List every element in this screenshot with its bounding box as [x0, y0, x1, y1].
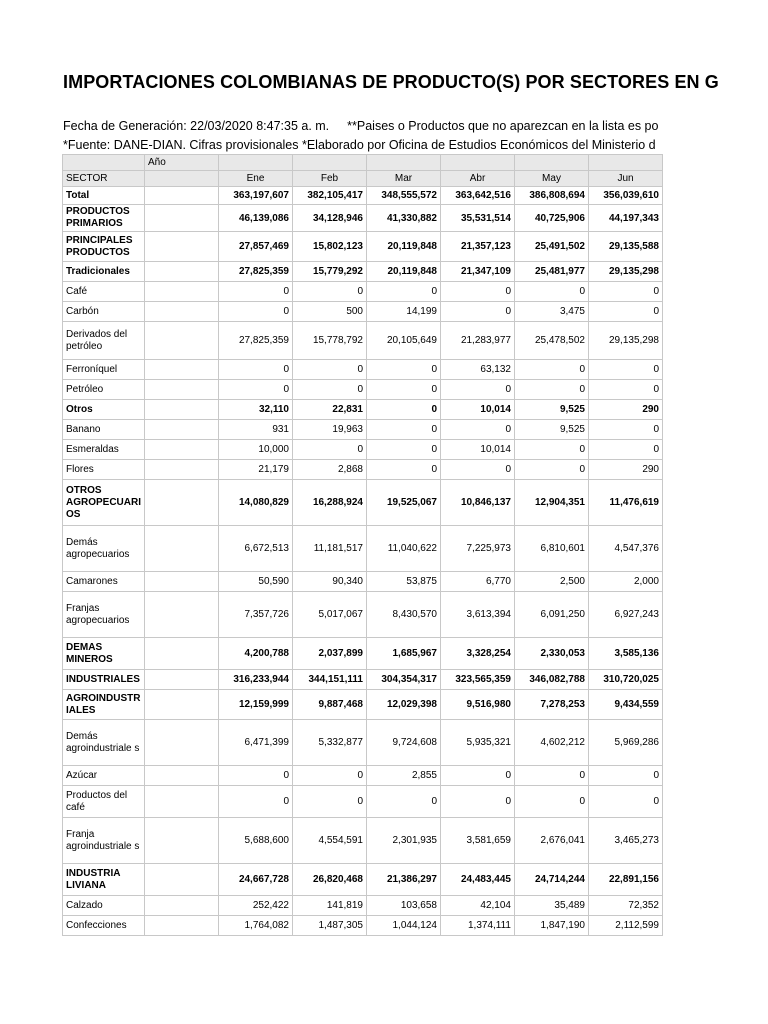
- sector-name: Franja agroindustriale s: [63, 818, 145, 864]
- value-cell: 41,330,882: [367, 205, 441, 232]
- value-cell: 0: [589, 302, 663, 322]
- value-cell: 29,135,298: [589, 262, 663, 282]
- value-cell: 63,132: [441, 360, 515, 380]
- empty-cell: [145, 360, 219, 380]
- table-row: [63, 592, 663, 638]
- value-cell: 1,487,305: [293, 916, 367, 936]
- value-cell: 21,179: [219, 460, 293, 480]
- year-label: Año: [145, 155, 219, 171]
- value-cell: 14,199: [367, 302, 441, 322]
- value-cell: 0: [367, 360, 441, 380]
- value-cell: 10,014: [441, 400, 515, 420]
- table-row: [63, 896, 663, 916]
- empty-cell: [145, 818, 219, 864]
- month-header: Abr: [441, 171, 515, 187]
- value-cell: 0: [515, 440, 589, 460]
- month-header: Ene: [219, 171, 293, 187]
- empty-cell: [145, 232, 219, 262]
- value-cell: 0: [367, 282, 441, 302]
- value-cell: 6,927,243: [589, 592, 663, 638]
- value-cell: 10,000: [219, 440, 293, 460]
- value-cell: 7,225,973: [441, 526, 515, 572]
- sector-name: PRODUCTOS PRIMARIOS: [63, 205, 145, 232]
- value-cell: 5,017,067: [293, 592, 367, 638]
- value-cell: 0: [293, 766, 367, 786]
- generation-line: [63, 119, 763, 133]
- value-cell: 9,434,559: [589, 690, 663, 720]
- value-cell: 12,904,351: [515, 480, 589, 526]
- empty-cell: [145, 460, 219, 480]
- value-cell: 20,119,848: [367, 262, 441, 282]
- value-cell: 0: [293, 360, 367, 380]
- sector-name: INDUSTRIA LIVIANA: [63, 864, 145, 896]
- value-cell: 0: [219, 360, 293, 380]
- empty-cell: [145, 592, 219, 638]
- value-cell: 16,288,924: [293, 480, 367, 526]
- value-cell: 35,489: [515, 896, 589, 916]
- empty-cell: [145, 720, 219, 766]
- value-cell: 27,857,469: [219, 232, 293, 262]
- empty-cell: [145, 380, 219, 400]
- value-cell: 29,135,588: [589, 232, 663, 262]
- value-cell: 0: [219, 766, 293, 786]
- value-cell: 21,357,123: [441, 232, 515, 262]
- value-cell: 10,014: [441, 440, 515, 460]
- value-cell: 32,110: [219, 400, 293, 420]
- table-row: [63, 818, 663, 864]
- empty-cell: [145, 302, 219, 322]
- value-cell: 0: [441, 786, 515, 818]
- sector-header: SECTOR: [63, 171, 145, 187]
- value-cell: 34,128,946: [293, 205, 367, 232]
- value-cell: 24,483,445: [441, 864, 515, 896]
- value-cell: 0: [441, 282, 515, 302]
- value-cell: 304,354,317: [367, 670, 441, 690]
- empty-cell: [145, 526, 219, 572]
- generation-date: Fecha de Generación: 22/03/2020 8:47:35 a. m.: [63, 119, 330, 133]
- value-cell: 25,481,977: [515, 262, 589, 282]
- empty-cell: [145, 400, 219, 420]
- value-cell: 3,475: [515, 302, 589, 322]
- sector-name: Banano: [63, 420, 145, 440]
- value-cell: 24,714,244: [515, 864, 589, 896]
- sector-name: Total: [63, 187, 145, 205]
- value-cell: 27,825,359: [219, 262, 293, 282]
- empty-cell: [145, 187, 219, 205]
- value-cell: 0: [589, 786, 663, 818]
- value-cell: 10,846,137: [441, 480, 515, 526]
- value-cell: 0: [367, 400, 441, 420]
- sector-name: Carbón: [63, 302, 145, 322]
- sector-name: Otros: [63, 400, 145, 420]
- value-cell: 9,887,468: [293, 690, 367, 720]
- value-cell: 26,820,468: [293, 864, 367, 896]
- sector-name: Flores: [63, 460, 145, 480]
- value-cell: 14,080,829: [219, 480, 293, 526]
- value-cell: 2,330,053: [515, 638, 589, 670]
- empty-cell: [145, 638, 219, 670]
- sector-name: Demás agroindustriale s: [63, 720, 145, 766]
- value-cell: 11,040,622: [367, 526, 441, 572]
- sector-name: PRINCIPALES PRODUCTOS: [63, 232, 145, 262]
- empty-cell: [145, 322, 219, 360]
- value-cell: 0: [589, 282, 663, 302]
- value-cell: 72,352: [589, 896, 663, 916]
- sector-name: Ferroníquel: [63, 360, 145, 380]
- value-cell: 27,825,359: [219, 322, 293, 360]
- value-cell: 6,471,399: [219, 720, 293, 766]
- value-cell: 22,831: [293, 400, 367, 420]
- month-header: Jun: [589, 171, 663, 187]
- report-title: IMPORTACIONES COLOMBIANAS DE PRODUCTO(S) POR SECTORES EN G: [63, 72, 719, 92]
- table-body: [63, 155, 663, 936]
- value-cell: 0: [219, 302, 293, 322]
- value-cell: 0: [219, 282, 293, 302]
- empty-cell: [145, 282, 219, 302]
- value-cell: 0: [441, 766, 515, 786]
- value-cell: 9,525: [515, 420, 589, 440]
- value-cell: 6,810,601: [515, 526, 589, 572]
- table-row: [63, 720, 663, 766]
- sector-name: OTROS AGROPECUARI OS: [63, 480, 145, 526]
- sector-name: Franjas agropecuarios: [63, 592, 145, 638]
- empty-cell: [145, 690, 219, 720]
- month-header: Mar: [367, 171, 441, 187]
- table-row: [63, 786, 663, 818]
- empty-cell: [145, 205, 219, 232]
- sector-name: AGROINDUSTR IALES: [63, 690, 145, 720]
- value-cell: 22,891,156: [589, 864, 663, 896]
- value-cell: 346,082,788: [515, 670, 589, 690]
- value-cell: 21,283,977: [441, 322, 515, 360]
- sector-name: DEMAS MINEROS: [63, 638, 145, 670]
- empty-cell: [145, 670, 219, 690]
- table-row: [63, 205, 663, 232]
- value-cell: 4,200,788: [219, 638, 293, 670]
- value-cell: 290: [589, 400, 663, 420]
- value-cell: 0: [219, 786, 293, 818]
- value-cell: 2,112,599: [589, 916, 663, 936]
- table-row: [63, 916, 663, 936]
- value-cell: 9,724,608: [367, 720, 441, 766]
- value-cell: 6,770: [441, 572, 515, 592]
- value-cell: 0: [515, 786, 589, 818]
- empty-cell: [145, 262, 219, 282]
- value-cell: 363,642,516: [441, 187, 515, 205]
- value-cell: 2,037,899: [293, 638, 367, 670]
- value-cell: 11,476,619: [589, 480, 663, 526]
- imports-table: [62, 154, 663, 936]
- value-cell: 0: [589, 360, 663, 380]
- value-cell: 1,044,124: [367, 916, 441, 936]
- value-cell: 0: [515, 766, 589, 786]
- value-cell: 356,039,610: [589, 187, 663, 205]
- value-cell: 7,278,253: [515, 690, 589, 720]
- value-cell: 90,340: [293, 572, 367, 592]
- sector-name: Café: [63, 282, 145, 302]
- value-cell: 3,581,659: [441, 818, 515, 864]
- value-cell: 20,105,649: [367, 322, 441, 360]
- table-row: [63, 322, 663, 360]
- empty-cell: [145, 916, 219, 936]
- value-cell: 382,105,417: [293, 187, 367, 205]
- table-row: [63, 360, 663, 380]
- value-cell: 2,000: [589, 572, 663, 592]
- value-cell: 20,119,848: [367, 232, 441, 262]
- value-cell: 323,565,359: [441, 670, 515, 690]
- table-row: [63, 187, 663, 205]
- empty-cell: [63, 155, 145, 171]
- empty-cell: [145, 440, 219, 460]
- value-cell: 344,151,111: [293, 670, 367, 690]
- value-cell: 0: [515, 380, 589, 400]
- table-row: [63, 232, 663, 262]
- value-cell: 0: [589, 420, 663, 440]
- value-cell: 931: [219, 420, 293, 440]
- value-cell: 15,802,123: [293, 232, 367, 262]
- value-cell: 0: [515, 282, 589, 302]
- value-cell: 2,301,935: [367, 818, 441, 864]
- value-cell: 21,386,297: [367, 864, 441, 896]
- value-cell: 6,091,250: [515, 592, 589, 638]
- value-cell: 1,374,111: [441, 916, 515, 936]
- sector-name: Derivados del petróleo: [63, 322, 145, 360]
- value-cell: 25,491,502: [515, 232, 589, 262]
- value-cell: 53,875: [367, 572, 441, 592]
- sector-name: Calzado: [63, 896, 145, 916]
- empty-cell: [145, 420, 219, 440]
- value-cell: 0: [441, 302, 515, 322]
- value-cell: 386,808,694: [515, 187, 589, 205]
- value-cell: 42,104: [441, 896, 515, 916]
- value-cell: 1,764,082: [219, 916, 293, 936]
- table-row: [63, 460, 663, 480]
- value-cell: 0: [589, 766, 663, 786]
- value-cell: 0: [515, 360, 589, 380]
- table-row: [63, 440, 663, 460]
- table-row: [63, 766, 663, 786]
- value-cell: 21,347,109: [441, 262, 515, 282]
- value-cell: 8,430,570: [367, 592, 441, 638]
- value-cell: 290: [589, 460, 663, 480]
- value-cell: 0: [293, 786, 367, 818]
- value-cell: 1,847,190: [515, 916, 589, 936]
- value-cell: 15,778,792: [293, 322, 367, 360]
- value-cell: 0: [589, 440, 663, 460]
- sector-name: Confecciones: [63, 916, 145, 936]
- table-row: [63, 864, 663, 896]
- value-cell: 19,963: [293, 420, 367, 440]
- sector-name: Tradicionales: [63, 262, 145, 282]
- value-cell: 500: [293, 302, 367, 322]
- value-cell: 6,672,513: [219, 526, 293, 572]
- value-cell: 12,159,999: [219, 690, 293, 720]
- table-row: [63, 572, 663, 592]
- table-row: [63, 480, 663, 526]
- value-cell: 2,855: [367, 766, 441, 786]
- note-text: **Paises o Productos que no aparezcan en la lista es po: [347, 119, 659, 133]
- sector-name: Petróleo: [63, 380, 145, 400]
- value-cell: 0: [293, 380, 367, 400]
- value-cell: 4,602,212: [515, 720, 589, 766]
- value-cell: 19,525,067: [367, 480, 441, 526]
- value-cell: 35,531,514: [441, 205, 515, 232]
- value-cell: 9,525: [515, 400, 589, 420]
- value-cell: 0: [219, 380, 293, 400]
- value-cell: 0: [367, 440, 441, 460]
- value-cell: 46,139,086: [219, 205, 293, 232]
- value-cell: 363,197,607: [219, 187, 293, 205]
- sector-name: Esmeraldas: [63, 440, 145, 460]
- value-cell: 3,613,394: [441, 592, 515, 638]
- sector-name: Demás agropecuarios: [63, 526, 145, 572]
- empty-cell: [145, 786, 219, 818]
- source-line: *Fuente: DANE-DIAN. Cifras provisionales *Elaborado por Oficina de Estudios Económicos del Ministerio d: [63, 138, 656, 152]
- value-cell: 0: [367, 460, 441, 480]
- value-cell: 7,357,726: [219, 592, 293, 638]
- empty-cell: [145, 572, 219, 592]
- table-row: [63, 282, 663, 302]
- table-row: [63, 302, 663, 322]
- table-row: [63, 690, 663, 720]
- table-row: [63, 526, 663, 572]
- empty-cell: [145, 864, 219, 896]
- value-cell: 0: [293, 282, 367, 302]
- table-row: [63, 400, 663, 420]
- table-row: [63, 262, 663, 282]
- empty-cell: [145, 480, 219, 526]
- month-header: Feb: [293, 171, 367, 187]
- value-cell: 2,676,041: [515, 818, 589, 864]
- month-header: May: [515, 171, 589, 187]
- value-cell: 0: [367, 786, 441, 818]
- value-cell: 103,658: [367, 896, 441, 916]
- value-cell: 0: [441, 380, 515, 400]
- value-cell: 24,667,728: [219, 864, 293, 896]
- value-cell: 12,029,398: [367, 690, 441, 720]
- value-cell: 310,720,025: [589, 670, 663, 690]
- sector-name: Azúcar: [63, 766, 145, 786]
- value-cell: 3,585,136: [589, 638, 663, 670]
- value-cell: 0: [441, 420, 515, 440]
- value-cell: 2,868: [293, 460, 367, 480]
- value-cell: 2,500: [515, 572, 589, 592]
- value-cell: 4,554,591: [293, 818, 367, 864]
- value-cell: 29,135,298: [589, 322, 663, 360]
- value-cell: 25,478,502: [515, 322, 589, 360]
- table-row: [63, 638, 663, 670]
- value-cell: 3,328,254: [441, 638, 515, 670]
- value-cell: 0: [367, 380, 441, 400]
- value-cell: 50,590: [219, 572, 293, 592]
- value-cell: 5,332,877: [293, 720, 367, 766]
- table-row: [63, 380, 663, 400]
- value-cell: 9,516,980: [441, 690, 515, 720]
- value-cell: 5,688,600: [219, 818, 293, 864]
- value-cell: 3,465,273: [589, 818, 663, 864]
- value-cell: 316,233,944: [219, 670, 293, 690]
- value-cell: 5,969,286: [589, 720, 663, 766]
- value-cell: 1,685,967: [367, 638, 441, 670]
- value-cell: 348,555,572: [367, 187, 441, 205]
- value-cell: 4,547,376: [589, 526, 663, 572]
- value-cell: 15,779,292: [293, 262, 367, 282]
- value-cell: 0: [589, 380, 663, 400]
- value-cell: 141,819: [293, 896, 367, 916]
- value-cell: 0: [515, 460, 589, 480]
- table-row: [63, 670, 663, 690]
- value-cell: 44,197,343: [589, 205, 663, 232]
- value-cell: 252,422: [219, 896, 293, 916]
- year-row: [63, 155, 663, 171]
- sector-name: Productos del café: [63, 786, 145, 818]
- value-cell: 0: [293, 440, 367, 460]
- table-row: [63, 420, 663, 440]
- value-cell: 40,725,906: [515, 205, 589, 232]
- header-row: [63, 171, 663, 187]
- value-cell: 11,181,517: [293, 526, 367, 572]
- value-cell: 5,935,321: [441, 720, 515, 766]
- sector-name: Camarones: [63, 572, 145, 592]
- value-cell: 0: [367, 420, 441, 440]
- sector-name: INDUSTRIALES: [63, 670, 145, 690]
- value-cell: 0: [441, 460, 515, 480]
- empty-cell: [145, 766, 219, 786]
- empty-cell: [145, 896, 219, 916]
